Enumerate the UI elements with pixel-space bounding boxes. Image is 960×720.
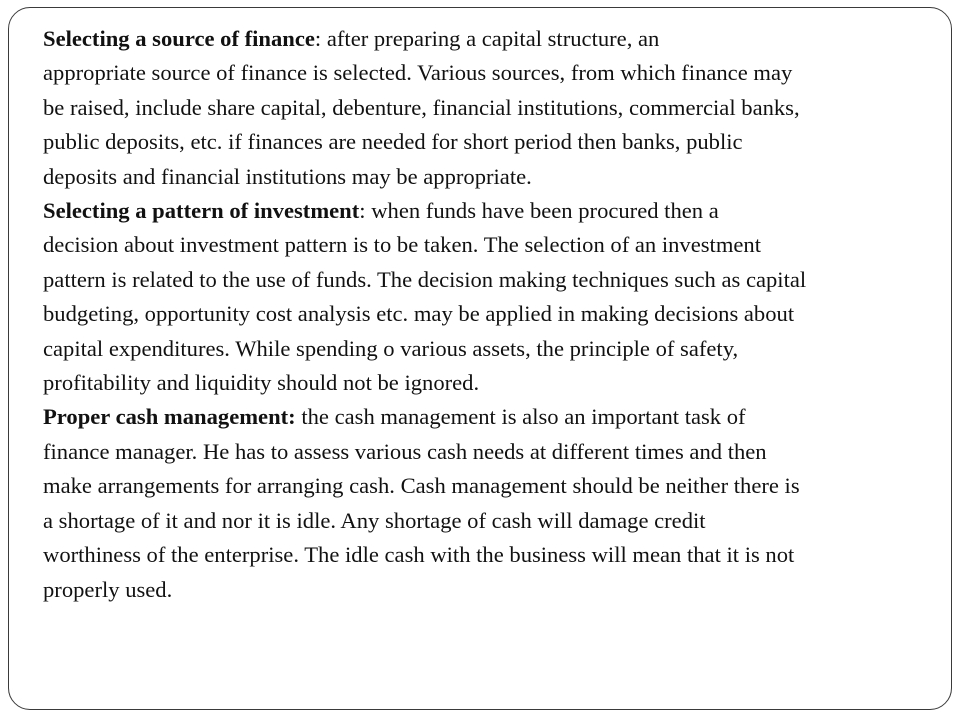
- heading-separator: :: [314, 26, 327, 51]
- paragraph-text: the cash management is also an important task of: [301, 404, 746, 430]
- slide-frame: [8, 7, 952, 710]
- paragraph-line: capital expenditures. While spending o various assets, the principle of safety,: [43, 335, 739, 361]
- section-cash-management: [43, 400, 939, 606]
- paragraph-line: be raised, include share capital, debenture, financial institutions, commercial banks,: [43, 94, 800, 120]
- section-pattern-of-investment: [43, 194, 939, 400]
- paragraph-line: finance manager. He has to assess various cash needs at different times and then: [43, 438, 767, 464]
- paragraph-line: [43, 22, 939, 56]
- paragraph-line: a shortage of it and nor it is idle. Any shortage of cash will damage credit: [43, 507, 706, 533]
- paragraph-line: profitability and liquidity should not be ignored.: [43, 370, 480, 396]
- paragraph-line: make arrangements for arranging cash. Cash management should be neither there is: [43, 473, 800, 499]
- paragraph-line: pattern is related to the use of funds. The decision making techniques such as capital: [43, 266, 807, 292]
- paragraph-line: worthiness of the enterprise. The idle cash with the business will mean that it is not: [43, 542, 795, 568]
- section-heading: Selecting a source of finance: [43, 26, 315, 51]
- paragraph-line: properly used.: [43, 576, 173, 602]
- paragraph-line: [43, 400, 939, 434]
- paragraph-line: deposits and financial institutions may be appropriate.: [43, 163, 532, 189]
- paragraph-line: decision about investment pattern is to be taken. The selection of an investment: [43, 232, 762, 258]
- paragraph-line: [43, 194, 939, 228]
- paragraph-line: public deposits, etc. if finances are needed for short period then banks, public: [43, 129, 743, 155]
- paragraph-line: budgeting, opportunity cost analysis etc. may be applied in making decisions about: [43, 301, 795, 327]
- slide-content: [43, 22, 939, 607]
- section-heading: Proper cash management:: [43, 404, 296, 430]
- paragraph-line: appropriate source of finance is selected. Various sources, from which finance may: [43, 60, 793, 86]
- section-source-of-finance: [43, 22, 939, 194]
- heading-separator: :: [359, 198, 372, 224]
- section-heading: Selecting a pattern of investment: [43, 198, 360, 224]
- paragraph-text: when funds have been procured then a: [371, 198, 719, 224]
- paragraph-text: after preparing a capital structure, an: [326, 26, 660, 51]
